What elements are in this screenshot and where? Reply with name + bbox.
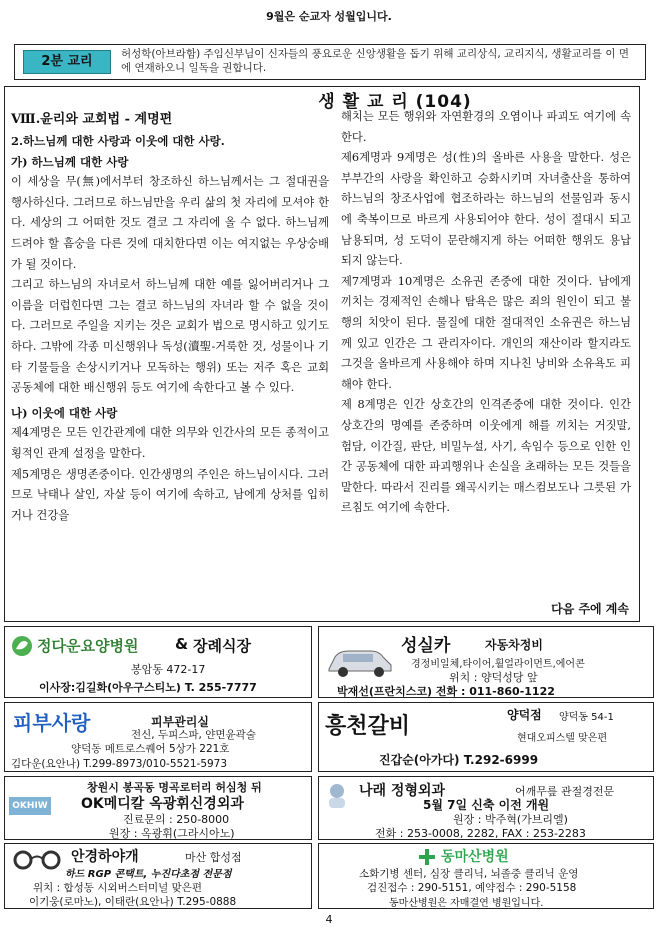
- ad3-name: 피부사랑: [13, 711, 91, 735]
- article-box: [4, 86, 640, 622]
- ad6-name: 나래 정형외과: [359, 783, 446, 799]
- ad7-location: 위치 : 합성동 시외버스터미널 맞은편: [33, 882, 203, 894]
- ad5-phone: 진료문의 : 250-8000: [123, 813, 230, 826]
- ad7-services: 하드 RGP 콘택트, 누진다초점 전문점: [65, 869, 232, 880]
- item-heading-a: 가) 하느님께 대한 사랑: [11, 154, 129, 169]
- ad-skin-care: [4, 702, 312, 772]
- ad4-branch: 양덕점: [507, 708, 542, 722]
- ad6-director: 원장 : 박주혁(가브리엘): [453, 813, 568, 826]
- ad1-director: 이사장:김길화(아우구스티노) T. 255-7777: [39, 681, 257, 694]
- ad-orthopedics: [318, 776, 654, 840]
- ad-nursing-hospital: [4, 626, 312, 698]
- paragraph-r3: 제 8계명은 인간 상호간의 인격존중에 대한 것이다. 인간 상호간의 명예를 존중하며 이웃에게 해를 끼치는 거짓말, 험담, 이간질, 판단, 비밀누설, 사기, 속임수 등으로 인한 인간 공동체에 대한 파괴행위나 손실을 초래하는 모든 것들을 말한다. 따라서 진리를 왜곡시키는 매스컴보도나 그릇된 가르침도 여기에 속한다.: [341, 398, 631, 515]
- ad6-phone: 전화 : 253-0008, 2282, FAX : 253-2283: [375, 827, 586, 840]
- ad8-departments: 소화기병 센터, 심장 클리닉, 뇌졸중 클리닉 운영: [359, 868, 579, 880]
- paragraph-r0: 해치는 모든 행위와 자연환경의 오염이나 파괴도 여기에 속한다.: [341, 110, 631, 144]
- ad1-address: 봉암동 472-17: [131, 663, 206, 676]
- article-right-column: [341, 107, 631, 519]
- ad5-director: 원장 : 옥광휘(그라시아노): [109, 827, 235, 840]
- ad3-subtitle: 피부관리실: [151, 715, 209, 729]
- ad-galbi: [318, 702, 654, 772]
- ad-neurosurgery: [4, 776, 312, 840]
- ad1-name: 정다운요양병원: [37, 637, 139, 655]
- ad2-location: 위치 : 양덕성당 앞: [449, 671, 538, 684]
- ad1-amp: &: [175, 635, 189, 653]
- ad1-name2: 장례식장: [193, 637, 251, 655]
- ad7-name: 안경하야개: [71, 849, 139, 865]
- ad3-owner: 김다운(요안나) T.299-8973/010-5521-5973: [11, 758, 228, 770]
- ad5-logo: OKHIW: [9, 797, 51, 815]
- top-notice: 9월은 순교자 성월입니다.: [266, 10, 392, 23]
- ad4-name: 흥천갈비: [325, 713, 411, 739]
- ad8-slogan: 동마산병원은 자매결연 병원입니다.: [389, 898, 544, 909]
- item-heading-b: 나) 이웃에 대한 사랑: [11, 405, 118, 420]
- ad3-address: 양덕동 메트로스퀘어 5상가 221호: [71, 743, 230, 755]
- ad8-name: 동마산병원: [441, 849, 509, 865]
- ad-optical: [4, 843, 312, 909]
- car-icon: [325, 645, 395, 679]
- leaf-logo-icon: [11, 635, 33, 657]
- article-title: 생 활 교 리 (104): [318, 92, 472, 112]
- ad2-owner: 박재선(프란치스코) 전화 : 011-860-1122: [337, 685, 555, 698]
- ad4-address1: 양덕동 54-1: [559, 712, 614, 723]
- ad5-header: 창원시 봉곡동 명곡로터리 허심청 뒤: [87, 781, 262, 794]
- intro-text: 허성학(아브라함) 주임신부님이 신자들의 풍요로운 신앙생활을 돕기 위해 교리상식, 교리지식, 생활교리를 이 면에 연재하오니 일독을 권합니다.: [121, 48, 630, 74]
- ad7-owners: 이기웅(로마노), 이태란(요안나) T.295-0888: [29, 896, 237, 908]
- ad2-services: 경정비일체,타이어,휠얼라이먼트,에어콘: [411, 659, 585, 670]
- continued-note: 다음 주에 계속: [551, 602, 629, 616]
- paragraph-b2: 제5계명은 생명존중이다. 인간생명의 주인은 하느님이시다. 그러므로 낙태나 살인, 자살 등이 여기에 속하고, 남에게 상처를 입히거나 건강을: [11, 467, 329, 522]
- ad-car-repair: [318, 626, 654, 698]
- medical-cross-icon: [419, 849, 435, 865]
- ad4-address2: 현대오피스텔 맞은편: [517, 733, 608, 744]
- ad6-notice: 5월 7일 신축 이전 개원: [423, 798, 550, 812]
- paragraph-a2: 그리고 하느님의 자녀로서 하느님께 대한 예를 잃어버리거나 그 이름을 더럽힌다면 그는 결코 하느님의 자녀라 할 수 없을 것이다. 그러므로 주일을 지키는 것은 교회가 법으로 명시하고 있기도 하다. 그밖에 각종 미신행위나 독성(瀆聖-거룩한 것, 성물이나 기타 기물들을 손상시키거나 모독하는 행위) 또는 저주 혹은 교회 공동체에 대한 배신행위 등도 여기에 속한다고 볼 수 있다.: [11, 278, 329, 395]
- ad4-owner: 진갑순(아가다) T.292-6999: [379, 753, 539, 767]
- subsection-heading: 2.하느님께 대한 사랑과 이웃에 대한 사랑.: [11, 134, 225, 148]
- article-left-column: [11, 109, 329, 526]
- glasses-icon: [9, 848, 65, 870]
- ad2-subtitle: 자동차정비: [485, 638, 543, 652]
- ad5-name: OK메디칼 옥광휘신경외과: [81, 796, 244, 812]
- intro-box: [14, 44, 646, 80]
- intro-label: 2분 교리: [23, 50, 111, 74]
- paragraph-r1: 제6계명과 9계명은 성(性)의 올바른 사용을 말한다. 성은 부부간의 사랑을 확인하고 승화시키며 자녀출산을 통하여 하느님의 창조사업에 협조하라는 하느님의 선물임과 동시에 축복이므로 바르게 사용되어야 한다. 성이 절대시 되고 남용되며, 성 도덕이 문란해지게 하는 어떠한 행위도 용납되지 않는다.: [341, 151, 631, 268]
- ad7-branch: 마산 합성점: [185, 851, 242, 864]
- ad6-description: 어깨무릎 관절경전문: [515, 785, 615, 798]
- paragraph-r2: 제7계명과 10계명은 소유권 존중에 대한 것이다. 남에게 끼치는 경제적인 손해나 탐욕은 많은 죄의 원인이 되고 불행의 치앗이 된다. 물질에 대한 절대적인 소유권은 하느님께 있고 인간은 그 관리자이다. 개인의 재산이라 할지라도 그것을 올바르게 사용해야 하며 지나친 낭비와 소유욕도 피해야 한다.: [341, 274, 631, 391]
- ad-dongmasan-hospital: [318, 843, 654, 909]
- paragraph-b1: 제4계명은 모든 인간관계에 대한 의무와 인간사의 모든 종적이고 횡적인 관계 설정을 말한다.: [11, 426, 329, 460]
- section-heading: Ⅷ.윤리와 교회법 - 계명편: [11, 112, 173, 127]
- page-number: 4: [325, 913, 333, 926]
- ad2-name: 성실카: [401, 636, 451, 656]
- doctor-icon: [323, 781, 351, 809]
- ad8-phone: 검진접수 : 290-5151, 예약접수 : 290-5158: [367, 882, 577, 894]
- ad3-services: 전신, 두피스파, 얀면윤곽술: [131, 729, 256, 741]
- paragraph-a1: 이 세상을 무(無)에서부터 창조하신 하느님께서는 그 절대권을 행사하신다. 그러므로 하느님만을 우리 삶의 첫 자리에 모셔야 한다. 세상의 그 어떠한 것도 결코 그 자리에 올 수 없다. 하느님께 드려야 할 흠숭을 다른 것에 대치한다면 이는 여지없는 우상숭배가 될 것이다.: [11, 175, 329, 271]
